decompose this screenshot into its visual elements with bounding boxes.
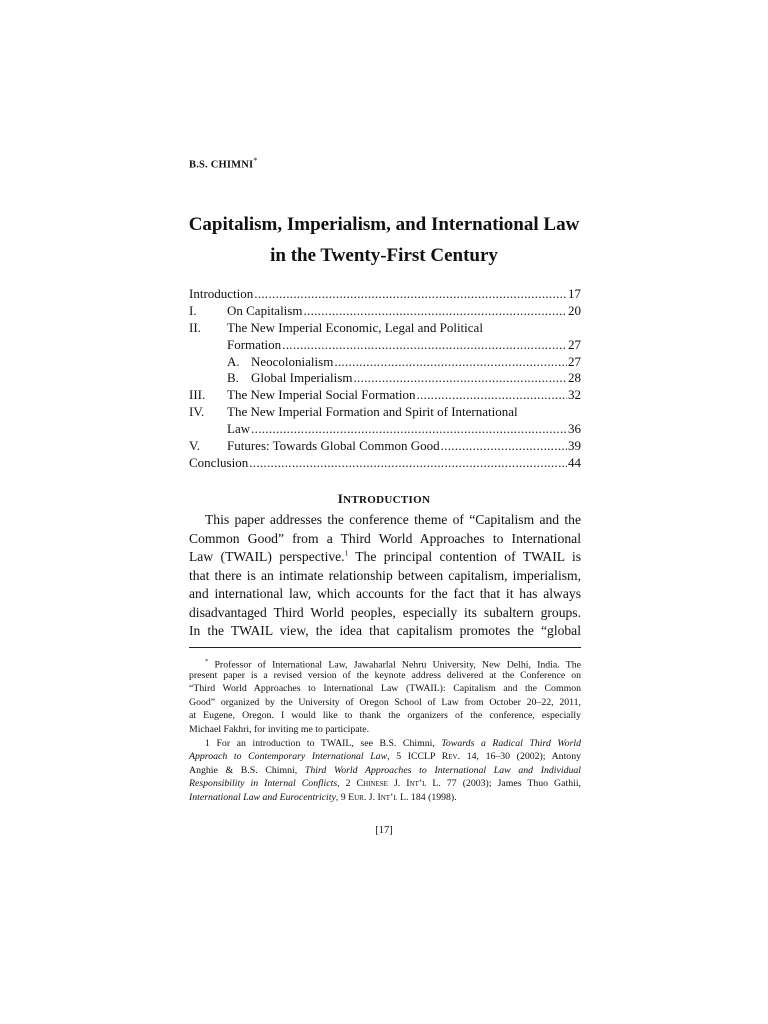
footnote-1-mark: 1 (205, 737, 210, 749)
toc-subnumber: B. (227, 370, 239, 386)
footnote-star-mark: * (205, 658, 209, 665)
toc-page: 17 (568, 286, 581, 301)
toc-entry-social-formation (189, 387, 581, 404)
footnote-1-italic: Towards a Radical Third World (441, 737, 582, 749)
toc-subnumber: A. (227, 353, 240, 369)
body-line: Common Good” from a Third World Approaches to International (189, 530, 581, 546)
footnote-1-line (189, 764, 581, 778)
footnote-1-smallcaps: Int’l (377, 791, 398, 803)
toc-label: Global Imperialism (251, 370, 353, 386)
footnote-star-line: Good” organized by the University of Oregon School of Law from October 20–22, 2011, (189, 696, 581, 708)
body-line-part: Law (TWAIL) perspective. (189, 549, 345, 564)
toc-label: The New Imperial Formation and Spirit of International (227, 404, 518, 420)
toc-label: Neocolonialism (251, 353, 334, 369)
toc-page: 32 (568, 387, 581, 403)
toc-label: Conclusion (189, 454, 249, 470)
section-heading-rest: NTRODUCTION (343, 494, 431, 506)
body-line: that there is an intimate relationship between capitalism, imperialism, (189, 567, 581, 583)
toc-entry-neocolonialism (189, 354, 581, 371)
toc-page: 20 (568, 302, 581, 318)
toc-label: Law (227, 421, 251, 437)
body-paragraph (189, 511, 581, 641)
body-line-part: The principal contention of TWAIL is (348, 549, 582, 564)
footnote-star-line: at Eugene, Oregon. I would like to thank the organizers of the conference, especially (189, 710, 581, 722)
footnote-1-text: For an introduction to TWAIL, see B.S. Chimni, (216, 737, 442, 749)
author-footnote-mark: * (253, 156, 258, 165)
article-title-line1: Capitalism, Imperialism, and International Law (188, 214, 580, 235)
toc-entry-introduction (189, 286, 581, 303)
toc-number: IV. (189, 404, 205, 420)
footnote-1-text: , 5 ICCLP (387, 751, 442, 763)
body-line: disadvantaged Third World peoples, especially its subaltern groups. (189, 604, 581, 620)
author-name (189, 156, 258, 171)
toc-leader (249, 455, 567, 472)
toc-label: The New Imperial Social Formation (227, 387, 416, 403)
footnotes (189, 655, 581, 805)
toc-page: 28 (568, 370, 581, 386)
table-of-contents (189, 286, 581, 472)
footnote-1-line (189, 791, 581, 805)
toc-leader (416, 387, 567, 404)
toc-entry-spirit-cont (189, 421, 581, 438)
footnote-1-italic: Responsibility in Internal Conflicts (189, 778, 338, 790)
footnote-1-text: , 2 (337, 778, 357, 790)
toc-label: Formation (227, 336, 282, 352)
footnote-ref-1[interactable]: 1 (344, 549, 349, 558)
toc-leader (254, 286, 567, 303)
page-number: [17] (375, 825, 393, 836)
footnote-star-line: Michael Fakhri, for inviting me to participate. (189, 723, 370, 735)
footnote-1-smallcaps: Int’l (406, 778, 427, 790)
toc-label: On Capitalism (227, 302, 303, 318)
toc-entry-imperial-economic (189, 320, 581, 337)
toc-page: 44 (568, 454, 581, 470)
footnote-1-italic: Approach to Contemporary International Law (189, 751, 388, 763)
toc-entry-futures (189, 438, 581, 455)
toc-number: III. (189, 387, 206, 403)
toc-label: Futures: Towards Global Common Good (227, 438, 440, 454)
footnote-1-text: Anghie & B.S. Chimni, (189, 764, 305, 776)
body-line (189, 548, 581, 567)
footnote-1-smallcaps: Chinese (356, 778, 388, 790)
toc-leader (303, 303, 567, 320)
body-line: This paper addresses the conference theme of “Capitalism and the (205, 512, 581, 527)
footnote-1-text: J. (387, 778, 407, 790)
toc-page: 27 (568, 353, 581, 369)
toc-leader (334, 354, 567, 371)
footnote-1-text: . 14, 16–30 (2002); Antony (457, 751, 581, 763)
body-line: In the TWAIL view, the idea that capitalism promotes the “global (189, 623, 581, 638)
toc-entry-conclusion (189, 455, 581, 472)
section-heading-initial: I (337, 491, 344, 506)
footnote-1-smallcaps: Eur (348, 791, 364, 803)
footnote-1-text: , 9 (335, 791, 349, 803)
toc-entry-imperial-economic-cont (189, 337, 581, 354)
toc-page: 39 (568, 438, 581, 454)
footnote-star-text: Professor of International Law, Jawaharlal Nehru University, New Delhi, India. The (214, 659, 582, 671)
toc-number: II. (189, 319, 201, 335)
toc-page: 27 (568, 336, 581, 352)
toc-number: V. (189, 438, 200, 454)
footnote-star-line (189, 655, 581, 669)
footnote-1-line (189, 777, 581, 791)
toc-label: The New Imperial Economic, Legal and Political (227, 319, 483, 335)
toc-leader (441, 438, 567, 455)
toc-page: 36 (568, 421, 581, 437)
section-heading-introduction (0, 491, 768, 507)
author-name-text: B.S. CHIMNI (189, 159, 254, 171)
footnote-star-line: present paper is a revised version of the keynote address delivered at the Conference on (189, 669, 581, 681)
footnote-star-line: “Third World Approaches to International Law (TWAIL): Capitalism and the Common (189, 683, 581, 695)
toc-label: Introduction (189, 286, 254, 301)
toc-entry-global-imperialism (189, 370, 581, 387)
footnote-1-line (189, 750, 581, 764)
footnote-1-text: L. 184 (1998). (397, 791, 457, 803)
footnote-1-line (189, 737, 581, 751)
body-line: and international law, which accounts for the fact that it has always (189, 586, 581, 601)
toc-leader (282, 337, 567, 354)
footnote-1-text: L. 77 (2003); James Thuo Gathii, (426, 778, 581, 790)
toc-leader (251, 421, 567, 438)
footnote-1-smallcaps: Rev (441, 751, 458, 763)
toc-entry-spirit (189, 404, 581, 421)
toc-entry-capitalism (189, 303, 581, 320)
footnote-1-italic: International Law and Eurocentricity (189, 791, 336, 803)
article-title-line2: in the Twenty-First Century (270, 245, 498, 266)
footnote-divider (189, 647, 581, 648)
toc-number: I. (189, 302, 197, 318)
footnote-1-text: . J. (363, 791, 378, 803)
toc-leader (353, 370, 567, 387)
footnote-1-italic: Third World Approaches to International Law and Individual (304, 764, 581, 776)
